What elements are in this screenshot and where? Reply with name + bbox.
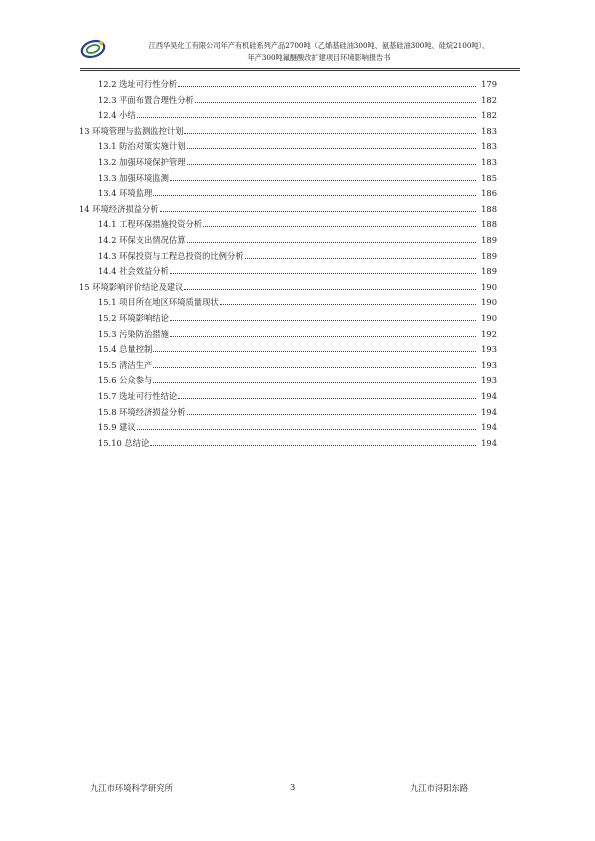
toc-entry-page: 190 [481,281,497,292]
toc-entry[interactable] [98,260,497,276]
toc-entry[interactable] [98,135,497,151]
toc-entry[interactable] [98,167,497,183]
toc-entry-title: 15.1 项目所在地区环境质量现状 [98,297,219,308]
toc-entry-title: 15.2 环境影响结论 [98,313,169,323]
toc-leader-dots [153,351,476,352]
header-title [114,40,524,64]
toc-entry-title: 15.3 污染防治措施 [98,328,169,339]
toc-entry-page: 192 [481,328,497,339]
toc-entry[interactable] [98,369,497,385]
toc-entry[interactable] [98,354,497,370]
toc-entry-page: 194 [481,422,497,433]
toc-entry[interactable] [98,104,497,120]
toc-leader-dots [170,336,476,337]
toc-entry-page: 193 [481,375,497,386]
toc-entry[interactable] [79,120,497,136]
header-rule [80,68,520,71]
toc-entry-page: 183 [481,125,497,136]
toc-entry-title: 13.3 加强环境监测 [98,172,169,183]
toc-entry-page: 194 [481,437,497,448]
toc-entry[interactable] [79,198,497,214]
toc-entry-title: 12.3 平面布置合理性分析 [98,94,194,105]
toc-entry-page: 182 [481,110,497,121]
toc-entry-page: 190 [481,297,497,308]
toc-entry-title: 14.1 工程环保措施投资分析 [98,219,203,230]
toc-leader-dots [170,320,476,321]
toc-entry-title: 13.2 加强环境保护管理 [98,157,186,167]
toc-entry[interactable] [98,291,497,307]
toc-entry[interactable] [98,229,497,245]
toc-entry[interactable] [98,323,497,339]
toc-entry-title: 15 环境影响评价结论及建议 [79,281,184,292]
toc-entry[interactable] [98,385,497,401]
toc-entry-title: 15.6 公众参与 [98,375,153,386]
toc-entry-title: 13.4 环境监理 [98,188,153,199]
toc-leader-dots [137,117,476,118]
toc-entry-title: 15.10 总结论 [98,437,150,448]
toc-entry-title: 12.2 选址可行性分析 [98,79,178,89]
header-line-2: 年产300吨氟醚酸改扩建项目环境影响报告书 [247,53,391,62]
toc-entry-page: 186 [481,188,497,199]
toc-entry[interactable] [98,151,497,167]
header-line-1: 江西华昊化工有限公司年产有机硅系列产品2700吨（乙烯基硅油300吨、氨基硅油300吨、硅烷2100吨）、 [148,41,490,50]
toc-entry-page: 183 [481,157,497,167]
toc-entry-title: 15.7 选址可行性结论 [98,391,178,401]
toc-leader-dots [160,211,476,212]
toc-entry[interactable] [98,245,497,261]
toc-entry-page: 185 [481,172,497,183]
toc-entry-title: 15.5 清洁生产 [98,359,153,370]
toc-leader-dots [203,226,476,227]
toc-leader-dots [184,289,476,290]
toc-entry-page: 189 [481,235,497,245]
toc-entry[interactable] [79,276,497,292]
toc-leader-dots [178,398,476,399]
toc-entry[interactable] [98,416,497,432]
toc-entry[interactable] [98,432,497,448]
toc-entry-title: 12.4 小结 [98,110,136,121]
toc-entry-title: 14.3 环保投资与工程总投资的比例分析 [98,250,244,261]
company-logo-icon [80,38,106,60]
footer-right: 九江市浔阳东路 [410,783,469,793]
toc-leader-dots [153,367,476,368]
toc-leader-dots [170,180,476,181]
toc-entry[interactable] [98,73,497,89]
footer-page-number: 3 [290,782,296,792]
toc-entry[interactable] [98,89,497,105]
footer-left: 九江市环境科学研究所 [90,783,173,793]
toc-leader-dots [195,102,476,103]
toc-entry-page: 188 [481,219,497,230]
toc-entry[interactable] [98,401,497,417]
page-header [80,38,520,72]
toc-entry[interactable] [98,338,497,354]
toc-entry[interactable] [98,307,497,323]
toc-entry-title: 14.4 社会效益分析 [98,266,169,277]
toc-leader-dots [245,258,476,259]
toc-entry-page: 183 [481,141,497,152]
toc-entry-page: 189 [481,250,497,261]
toc-entry-page: 179 [481,79,497,89]
toc-leader-dots [187,148,477,149]
toc-leader-dots [150,445,476,446]
toc-entry-page: 190 [481,313,497,323]
toc-entry-page: 194 [481,391,497,401]
toc-entry-title: 15.4 总量控制 [98,344,153,355]
toc-entry-title: 15.8 环境经济损益分析 [98,406,186,417]
toc-leader-dots [187,242,477,243]
toc-leader-dots [178,86,476,87]
toc-entry-page: 189 [481,266,497,277]
toc-entry-page: 193 [481,359,497,370]
toc-entry-page: 188 [481,203,497,214]
toc-entry[interactable] [98,182,497,198]
toc-leader-dots [137,429,476,430]
toc-leader-dots [153,382,476,383]
toc-entry-title: 13.1 防治对策实施计划 [98,141,186,152]
toc-entry[interactable] [98,213,497,229]
toc-leader-dots [187,164,477,165]
toc-entry-page: 193 [481,344,497,355]
toc-entry-page: 194 [481,406,497,417]
toc-leader-dots [170,273,476,274]
toc-entry-page: 182 [481,94,497,105]
toc-entry-title: 13 环境管理与监测监控计划 [79,125,184,136]
toc-leader-dots [220,304,476,305]
toc-leader-dots [184,133,476,134]
toc-leader-dots [187,414,477,415]
toc-entry-title: 14.2 环保支出情况估算 [98,235,186,245]
toc-leader-dots [153,195,476,196]
toc-entry-title: 14 环境经济损益分析 [79,203,159,214]
toc-entry-title: 15.9 建议 [98,422,136,433]
